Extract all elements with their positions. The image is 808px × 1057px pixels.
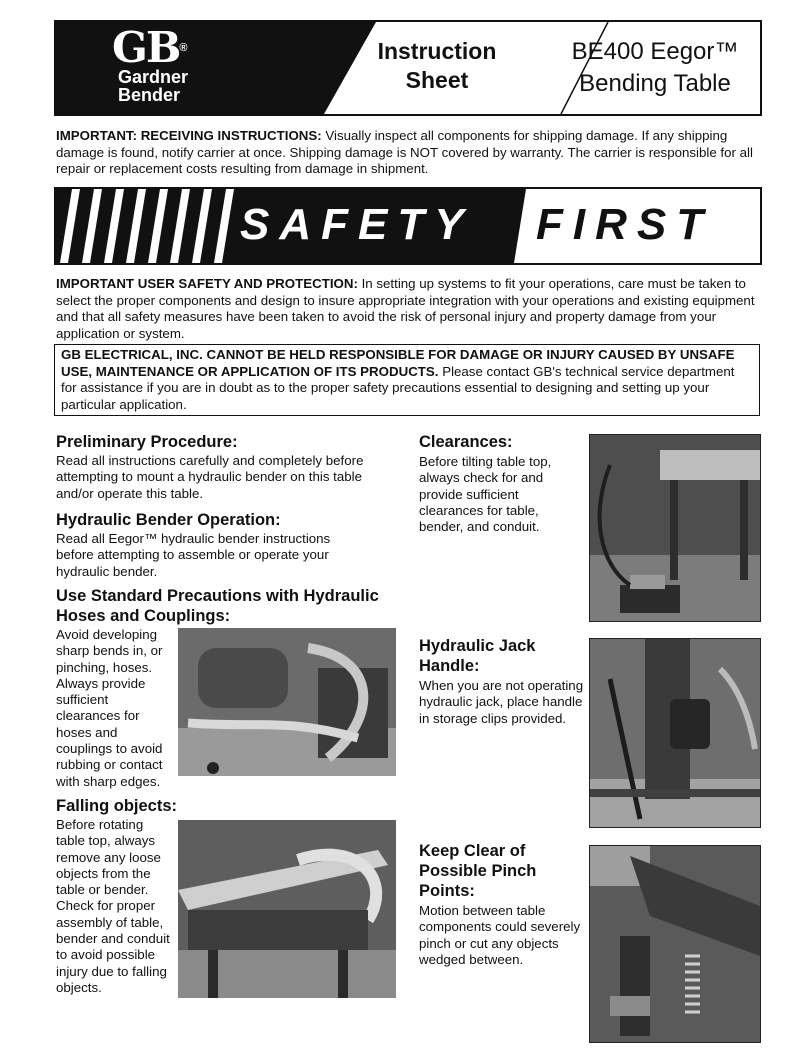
user-safety-label: IMPORTANT USER SAFETY AND PROTECTION:: [56, 276, 358, 291]
user-safety-paragraph: [56, 276, 760, 342]
text-line: pinching, hoses.: [56, 659, 153, 675]
clearances-section: [419, 432, 584, 535]
text-line: in storage clips provided.: [419, 710, 567, 726]
doc-type-line2: Sheet: [405, 67, 469, 93]
text-line: sharp bends in, or: [56, 643, 163, 659]
hydraulic-operation-title: Hydraulic Bender Operation:: [56, 511, 281, 529]
text-line: bender and conduit: [56, 931, 170, 947]
jack-handle-photo: [589, 638, 761, 828]
jack-title-line1: Hydraulic Jack: [419, 637, 536, 655]
text-line: table or bender.: [56, 882, 149, 898]
text-line: Before rotating: [56, 817, 144, 832]
text-line: table top, always: [56, 833, 156, 849]
hydraulic-operation-body: Read all Eegor™ hydraulic bender instructions before attempting to assemble or operate your hydraulic bender.: [56, 531, 331, 579]
pinch-body: [419, 903, 591, 968]
text-line: injury due to falling: [56, 963, 167, 979]
logo-bender: Bender: [118, 85, 181, 105]
text-line: pinch or cut any objects: [419, 935, 559, 951]
logo-gardner: Gardner: [118, 67, 189, 87]
pinch-points-section: [419, 841, 591, 968]
text-line: rubbing or contact: [56, 757, 163, 773]
clearances-body: [419, 454, 584, 535]
text-line: always check for and: [419, 470, 544, 486]
doc-type: [328, 37, 546, 95]
preliminary-section: [56, 432, 376, 502]
pinch-title-line3: Points:: [419, 882, 475, 900]
falling-objects-photo: [178, 820, 396, 998]
registered-mark: ®: [179, 42, 188, 54]
text-line: sufficient: [56, 692, 109, 708]
clearances-title: Clearances:: [419, 433, 513, 451]
product-name: [546, 36, 764, 100]
receiving-text: Visually inspect all components for shipping damage. If any shipping damage is found, notify carrier at once. Shipping damage is NOT covered by warranty. The carrier is responsible for all repair or replacement costs resulting from damage in shipment.: [56, 128, 753, 176]
preliminary-title: Preliminary Procedure:: [56, 433, 238, 451]
text-line: Always provide: [56, 675, 146, 691]
pinch-title-line1: Keep Clear of: [419, 842, 526, 860]
liability-text: Please contact GB's technical service department for assistance if you are in doubt as to the proper safety precautions essential to designing and setting up your particular application.: [61, 363, 735, 412]
product-line2: Bending Table: [579, 70, 731, 97]
text-line: couplings to avoid: [56, 741, 163, 757]
text-line: clearances for table,: [419, 502, 539, 518]
text-line: clearances for: [56, 708, 140, 724]
text-line: with sharp edges.: [56, 773, 161, 789]
text-line: hoses and: [56, 724, 118, 740]
text-line: When you are not operating: [419, 678, 584, 693]
first-word: FIRST: [536, 200, 714, 249]
falling-title: Falling objects:: [56, 797, 178, 815]
text-line: bender, and conduit.: [419, 519, 540, 535]
doc-type-line1: Instruction: [377, 38, 497, 64]
text-line: Motion between table: [419, 903, 546, 918]
pinch-title-line2: Possible Pinch: [419, 862, 537, 880]
text-line: to avoid possible: [56, 947, 156, 963]
text-line: provide sufficient: [419, 486, 519, 502]
liability-label: GB ELECTRICAL, INC. CANNOT BE HELD RESPONSIBLE FOR DAMAGE OR INJURY CAUSED BY UNSAFE USE, MAINTENANCE OR APPLICATION OF ITS PRODUCTS.: [61, 347, 735, 379]
text-line: assembly of table,: [56, 914, 164, 930]
text-line: objects.: [56, 979, 102, 995]
jack-title-line2: Handle:: [419, 657, 480, 675]
precautions-title-line2: Hoses and Couplings:: [56, 607, 231, 625]
hydraulic-operation-section: [56, 510, 376, 580]
text-line: Check for proper: [56, 898, 156, 914]
safety-first-banner: [54, 187, 762, 265]
safety-word: SAFETY: [240, 200, 474, 249]
pinch-points-photo: [589, 845, 761, 1043]
text-line: hydraulic jack, place handle: [419, 694, 583, 710]
logo-gb: GB®: [112, 23, 188, 72]
jack-handle-section: [419, 636, 591, 727]
user-safety-text: In setting up systems to fit your operations, care must be taken to select the proper components and design to insure appropriate integration with your operations and existing equipment and that all safety measures have been taken to avoid the risk of personal injury and property damage from your application or system.: [56, 276, 755, 341]
text-line: Before tilting table top,: [419, 454, 552, 469]
text-line: remove any loose: [56, 849, 161, 865]
header: [54, 20, 762, 116]
product-line1: BE400 Eegor™: [571, 38, 739, 65]
liability-warning-box: [54, 344, 760, 416]
text-line: Avoid developing: [56, 627, 158, 642]
jack-body: [419, 678, 591, 727]
text-line: wedged between.: [419, 951, 524, 967]
precautions-title-line1: Use Standard Precautions with Hydraulic: [56, 587, 379, 605]
hoses-photo: [178, 628, 396, 776]
logo: [112, 23, 272, 105]
clearances-photo: [589, 434, 761, 622]
text-line: components could severely: [419, 919, 581, 935]
receiving-label: IMPORTANT: RECEIVING INSTRUCTIONS:: [56, 128, 322, 143]
receiving-instructions: [56, 128, 756, 178]
preliminary-body: Read all instructions carefully and completely before attempting to mount a hydraulic bender on this table and/or operate this table.: [56, 453, 364, 501]
text-line: objects from the: [56, 865, 151, 881]
